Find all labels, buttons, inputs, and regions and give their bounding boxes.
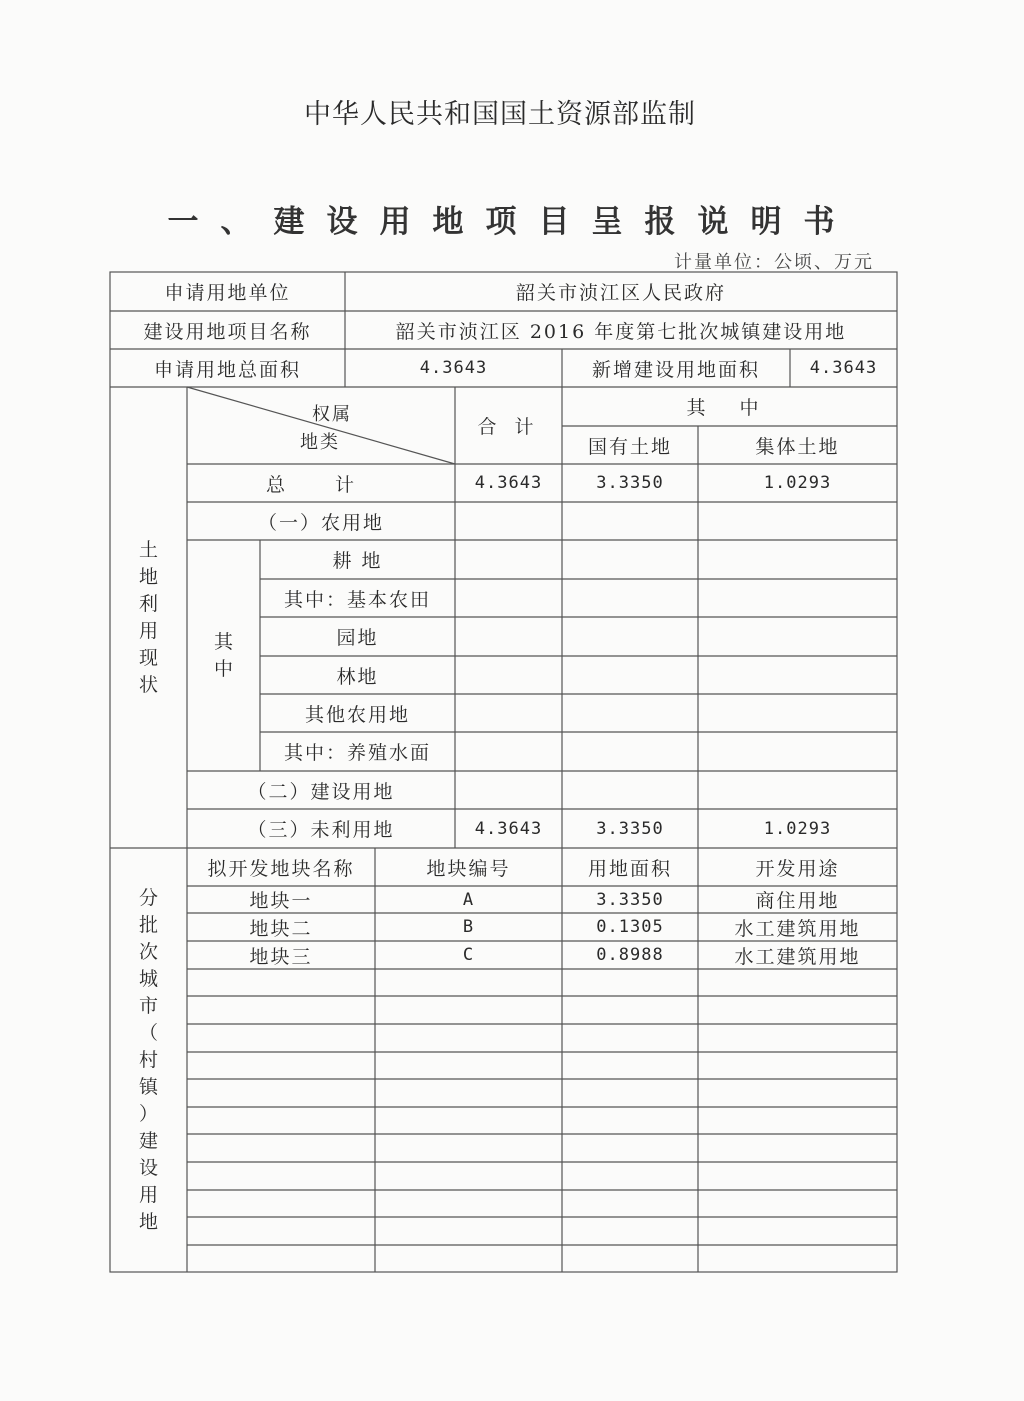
- land-use-row-state: [562, 617, 698, 656]
- land-use-row-state: 3.3350: [596, 473, 664, 493]
- plot-area: 0.8988: [596, 945, 664, 965]
- plot-use: 商住用地: [755, 890, 840, 912]
- land-use-row-collective: [698, 579, 897, 617]
- land-use-row-collective: [698, 694, 897, 732]
- land-use-row-collective: [698, 617, 897, 656]
- land-use-row-label: （二）建设用地: [247, 780, 395, 803]
- land-use-row-state: [562, 540, 698, 579]
- new-area-label: 新增建设用地面积: [591, 358, 760, 381]
- col-collective-land-header: 集体土地: [755, 435, 840, 458]
- land-use-row-total: [455, 502, 562, 540]
- document-title: 一、建设用地项目呈报说明书: [167, 204, 857, 240]
- land-use-row-total: [455, 617, 562, 656]
- col-among-header: 其 中: [686, 397, 773, 419]
- land-use-row-collective: 1.0293: [763, 818, 832, 839]
- plot-name: 地块一: [249, 890, 313, 912]
- subgroup-label: 其 中: [213, 630, 233, 680]
- land-use-row-collective: [698, 502, 897, 540]
- total-area-value: 4.3643: [419, 358, 488, 378]
- col-state-land-header: 国有土地: [587, 435, 672, 458]
- land-use-row-collective: [698, 732, 897, 771]
- land-use-row-state: [562, 732, 698, 771]
- applicant-label: 申请用地单位: [164, 282, 291, 304]
- total-area-label: 申请用地总面积: [153, 358, 301, 381]
- land-use-row-label: （三）未利用地: [247, 819, 395, 841]
- diagonal-header-ownership: 权属: [312, 404, 352, 425]
- land-use-row-state: [562, 694, 698, 732]
- land-use-row-state: 3.3350: [596, 818, 664, 839]
- land-use-row-collective: 1.0293: [763, 473, 832, 493]
- plot-use: 水工建筑用地: [734, 917, 861, 940]
- plot-code: A: [462, 889, 475, 910]
- plot-code: C: [462, 945, 475, 965]
- land-use-row-label: 其中：基本农田: [283, 588, 431, 611]
- land-use-row-collective: [698, 771, 897, 809]
- applicant-value: 韶关市浈江区人民政府: [515, 282, 726, 304]
- plot-name-header: 拟开发地块名称: [207, 857, 355, 880]
- land-use-row-state: [562, 579, 698, 617]
- plot-area: 3.3350: [596, 889, 664, 910]
- project-name-label: 建设用地项目名称: [143, 320, 312, 343]
- unit-note: 计量单位：公顷、万元: [674, 252, 874, 273]
- land-use-row-total: [455, 694, 562, 732]
- plot-area-header: 用地面积: [587, 857, 672, 880]
- new-area-value: 4.3643: [809, 358, 878, 378]
- land-use-row-total: 4.3643: [474, 473, 543, 493]
- land-use-row-label: 总 计: [265, 473, 377, 496]
- col-total-header: 合 计: [477, 416, 540, 438]
- land-use-row-total: [455, 656, 562, 694]
- plot-code: B: [462, 917, 475, 937]
- land-use-row-collective: [698, 656, 897, 694]
- land-use-row-label: （一）农用地: [257, 511, 384, 534]
- plot-use: 水工建筑用地: [734, 945, 861, 968]
- land-use-row-state: [562, 502, 698, 540]
- land-use-row-total: [455, 540, 562, 579]
- plot-code-header: 地块编号: [426, 857, 511, 880]
- land-use-row-collective: [698, 540, 897, 579]
- land-use-row-total: [455, 579, 562, 617]
- land-use-row-state: [562, 656, 698, 694]
- land-use-row-label: 林地: [336, 665, 379, 688]
- plot-use-header: 开发用途: [755, 857, 840, 880]
- land-use-row-total: [455, 771, 562, 809]
- project-name-value: 韶关市浈江区 2016 年度第七批次城镇建设用地: [395, 320, 847, 343]
- plot-name: 地块三: [249, 945, 313, 968]
- land-use-section-label: 土 地 利 用 现 状: [138, 538, 158, 696]
- land-use-row-label: 耕 地: [332, 550, 383, 572]
- land-use-row-state: [562, 771, 698, 809]
- plot-area: 0.1305: [596, 917, 664, 937]
- land-use-row-total: [455, 732, 562, 771]
- land-use-row-label: 其他农用地: [304, 703, 410, 726]
- plot-name: 地块二: [249, 917, 313, 940]
- diagonal-header-land-type: 地类: [300, 432, 340, 453]
- land-use-row-label: 其中：养殖水面: [283, 742, 431, 764]
- plots-section-label: 分 批 次 城 市 （ 村 镇 ） 建 设 用 地: [138, 886, 158, 1233]
- land-use-row-total: 4.3643: [474, 818, 543, 839]
- header-title: 中华人民共和国国土资源部监制: [304, 99, 696, 130]
- land-use-row-label: 园地: [336, 627, 379, 649]
